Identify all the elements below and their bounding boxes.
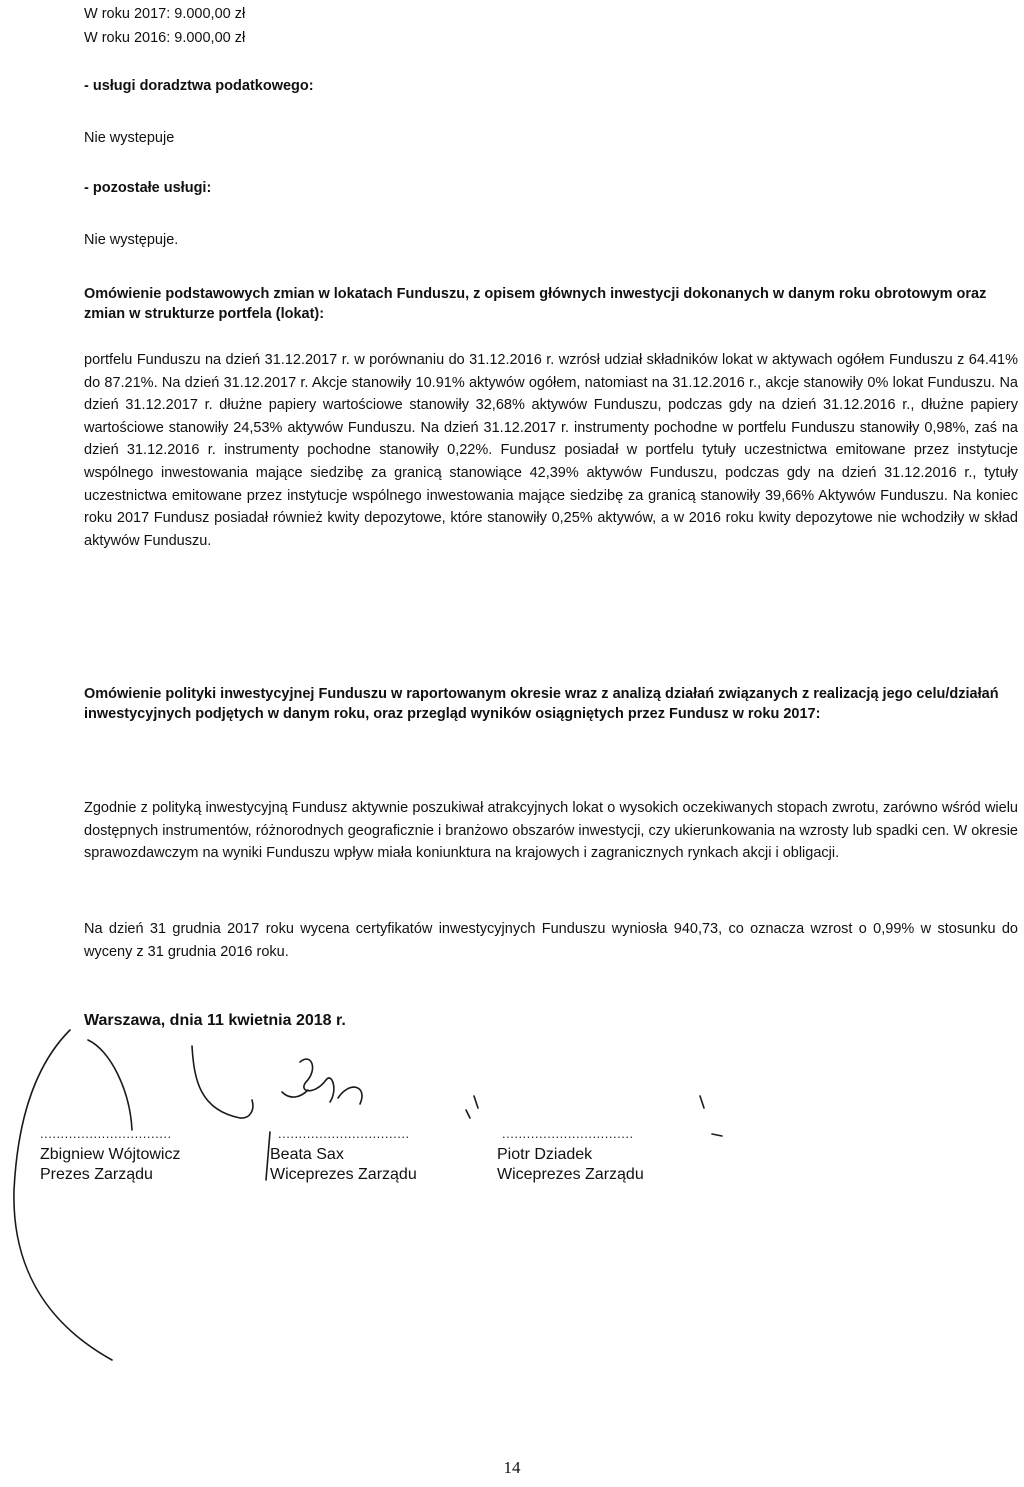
signature-dots-3: ................................ (502, 1126, 634, 1141)
signature-dots-1: ................................ (40, 1126, 172, 1141)
signature-dots-2: ................................ (278, 1126, 410, 1141)
other-services-heading: - pozostałe usługi: (84, 180, 212, 196)
tax-advisory-value: Nie wystepuje (84, 130, 175, 146)
signatory-1 (40, 1145, 180, 1185)
section2-body-1: Zgodnie z polityką inwestycyjną Fundusz aktywnie poszukiwał atrakcyjnych lokat o wysokich oczekiwanych stopach zwrotu, zarówno wśród wielu dostępnych instrumentów, różnorodnych geograficznie i branżowo obszarów inwestycji, czy ukierunkowania na wzrosty lub spadki cen. W okresie sprawozdawczym na wyniki Funduszu wpływ miała koniunktura na krajowych i zagranicznych rynkach akcji i obligacji. (84, 800, 1018, 862)
place-date: Warszawa, dnia 11 kwietnia 2018 r. (84, 1012, 346, 1029)
signatory-1-name: Zbigniew Wójtowicz (40, 1146, 181, 1163)
section1-heading: Omówienie podstawowych zmian w lokatach Funduszu, z opisem głównych inwestycji dokonanych w danym roku obrotowym oraz zmian w strukturze portfela (lokat): (84, 286, 987, 322)
fee-2016: W roku 2016: 9.000,00 zł (84, 30, 246, 46)
section2-heading: Omówienie polityki inwestycyjnej Funduszu w raportowanym okresie wraz z analizą działań związanych z realizacją jego celu/działań inwestycyjnych podjętych w danym roku, oraz przegląd wyników osiągniętych przez Fundusz w roku 2017: (84, 686, 999, 722)
signatory-2-title: Wiceprezes Zarządu (270, 1166, 417, 1183)
section1-body: portfelu Funduszu na dzień 31.12.2017 r. w porównaniu do 31.12.2016 r. wzrósł udział składników lokat w aktywach ogółem Funduszu z 64.41% do 87.21%. Na dzień 31.12.2017 r. Akcje stanowiły 10.91% aktywów ogółem, natomiast na 31.12.2016 r., akcje stanowiły 0% lokat Funduszu. Na dzień 31.12.2017 r. dłużne papiery wartościowe stanowiły 32,68% aktywów Funduszu, podczas gdy na dzień 31.12.2016 r., dłużne papiery wartościowe stanowiły 24,53% aktywów Funduszu. Na dzień 31.12.2017 r. instrumenty pochodne w portfelu Funduszu stanowiły 0,98%, zaś na dzień 31.12.2016 r. instrumenty pochodne stanowiły 0,22%. Fundusz posiadał w portfelu tytuły uczestnictwa emitowane przez instytucje wspólnego inwestowania mające siedzibę za granicą stanowiące 42,39% aktywów Funduszu, podczas gdy na dzień 31.12.2016 r., tytuły uczestnictwa emitowane przez instytucje wspólnego inwestowania mające siedzibę za granicą stanowiły 39,66% Aktywów Funduszu. Na koniec roku 2017 Fundusz posiadał również kwity depozytowe, które stanowiły 0,25% aktywów, a w 2016 roku kwity depozytowe nie wchodziły w skład aktywów Funduszu. (84, 352, 1018, 549)
signatory-2 (270, 1145, 417, 1185)
tax-advisory-heading: - usługi doradztwa podatkowego: (84, 78, 314, 94)
page-number: 14 (503, 1458, 521, 1477)
fee-2017: W roku 2017: 9.000,00 zł (84, 6, 246, 22)
section2-body-2: Na dzień 31 grudnia 2017 roku wycena certyfikatów inwestycyjnych Funduszu wyniosła 940,73, co oznacza wzrost o 0,99% w stosunku do wyceny z 31 grudnia 2016 roku. (84, 921, 1018, 960)
signatory-3-title: Wiceprezes Zarządu (497, 1166, 644, 1183)
signatory-1-title: Prezes Zarządu (40, 1166, 153, 1183)
signatory-3 (497, 1145, 644, 1185)
signatory-3-name: Piotr Dziadek (497, 1146, 593, 1163)
signatory-2-name: Beata Sax (270, 1146, 344, 1163)
other-services-value: Nie występuje. (84, 232, 179, 248)
